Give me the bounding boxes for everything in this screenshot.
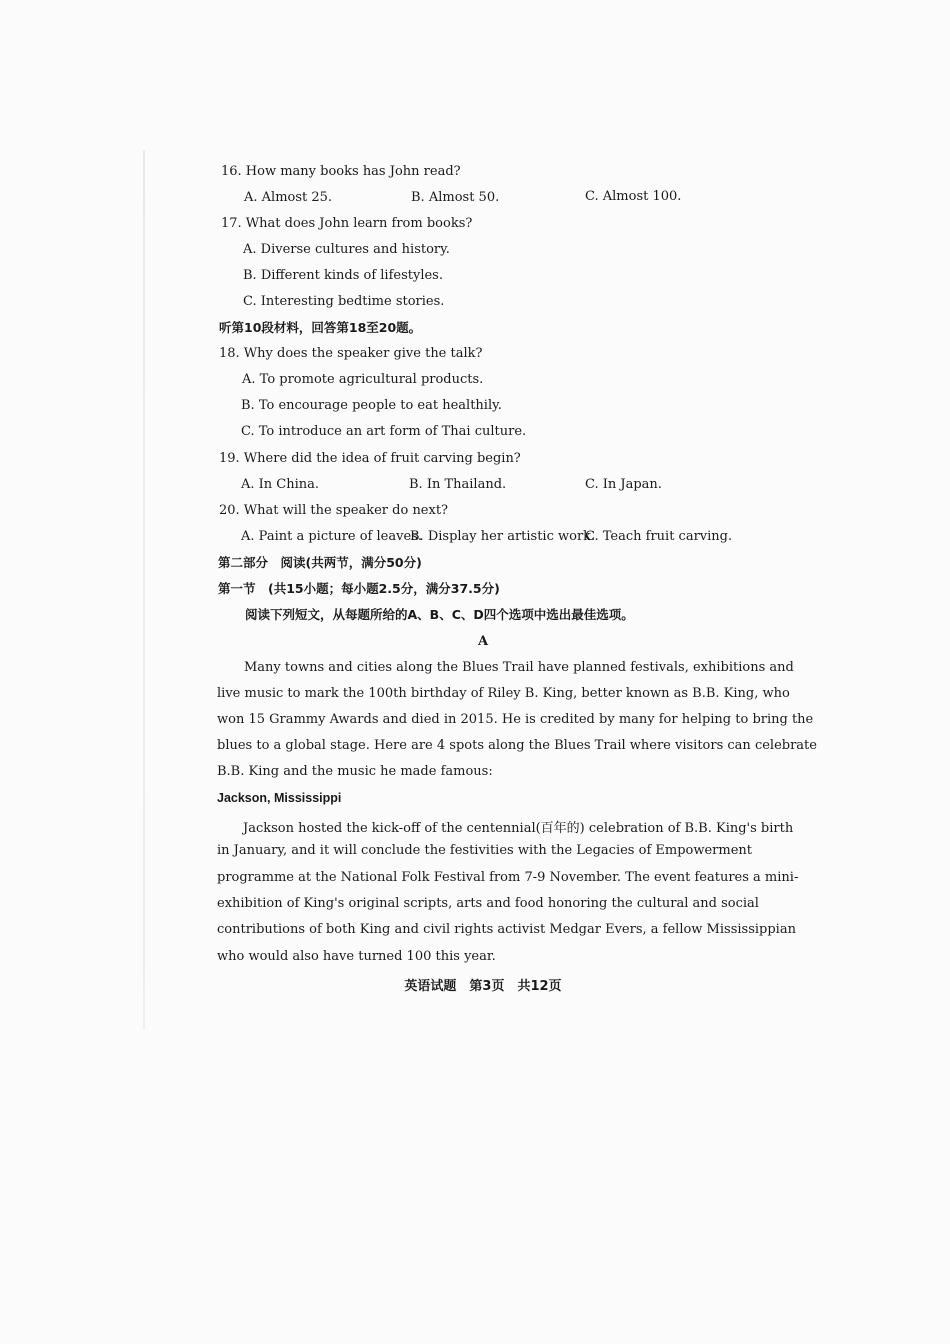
passage-a-p1-line-5: B.B. King and the music he made famous: <box>217 764 493 779</box>
question-18-option-a: A. To promote agricultural products. <box>242 372 484 387</box>
passage-a-p1-line-4: blues to a global stage. Here are 4 spots along the Blues Trail where visitors can celebrate <box>217 738 817 753</box>
question-20-stem: 20. What will the speaker do next? <box>219 503 449 518</box>
reading-instruction: 阅读下列短文，从每题所给的A、B、C、D四个选项中选出最佳选项。 <box>245 607 634 622</box>
question-18-option-b: B. To encourage people to eat healthily. <box>241 398 502 413</box>
page-footer: 英语试题 第3页 共12页 <box>404 979 562 994</box>
question-19-option-b: B. In Thailand. <box>409 477 507 492</box>
passage-a-p1-line-2: live music to mark the 100th birthday of Riley B. King, better known as B.B. King, who <box>217 686 790 701</box>
scan-page-edge <box>143 150 145 1030</box>
question-18-stem: 18. Why does the speaker give the talk? <box>219 346 483 361</box>
question-20-option-b: B. Display her artistic work. <box>410 529 596 544</box>
section-heading-jackson: Jackson, Mississippi <box>217 791 342 805</box>
passage-a-p2-line-3: programme at the National Folk Festival from 7-9 November. The event features a mini- <box>217 870 799 885</box>
question-17-option-b: B. Different kinds of lifestyles. <box>243 268 443 283</box>
question-19-stem: 19. Where did the idea of fruit carving begin? <box>219 451 521 466</box>
question-16-option-a: A. Almost 25. <box>244 190 333 205</box>
passage-a-p2-line-2: in January, and it will conclude the festivities with the Legacies of Empowerment <box>217 843 752 858</box>
section-1-heading: 第一节 (共15小题；每小题2.5分，满分37.5分) <box>218 581 500 596</box>
passage-a-p1-line-3: won 15 Grammy Awards and died in 2015. He is credited by many for helping to bring the <box>217 712 814 727</box>
question-19-option-a: A. In China. <box>241 477 320 492</box>
part-2-heading: 第二部分 阅读(共两节，满分50分) <box>218 555 422 570</box>
question-16-option-b: B. Almost 50. <box>411 190 500 205</box>
passage-a-p2-line-4: exhibition of King's original scripts, arts and food honoring the cultural and social <box>217 896 759 911</box>
question-17-option-c: C. Interesting bedtime stories. <box>243 294 445 309</box>
question-20-option-c: C. Teach fruit carving. <box>585 529 733 544</box>
question-16-stem: 16. How many books has John read? <box>221 164 461 179</box>
question-17-option-a: A. Diverse cultures and history. <box>243 242 450 257</box>
question-19-option-c: C. In Japan. <box>585 477 662 492</box>
passage-a-p1-line-1: Many towns and cities along the Blues Trail have planned festivals, exhibitions and <box>244 660 794 675</box>
passage-a-p2-line-1: Jackson hosted the kick-off of the centennial(百年的) celebration of B.B. King's birth <box>243 821 794 836</box>
passage-label: A <box>477 634 489 649</box>
question-16-option-c: C. Almost 100. <box>585 189 682 204</box>
passage-a-p2-line-6: who would also have turned 100 this year. <box>217 949 496 964</box>
material-10-instruction: 听第10段材料，回答第18至20题。 <box>219 320 422 335</box>
question-20-option-a: A. Paint a picture of leaves. <box>241 529 422 544</box>
question-17-stem: 17. What does John learn from books? <box>221 216 473 231</box>
question-18-option-c: C. To introduce an art form of Thai culture. <box>241 424 527 439</box>
passage-a-p2-line-5: contributions of both King and civil rights activist Medgar Evers, a fellow Mississippian <box>217 922 796 937</box>
